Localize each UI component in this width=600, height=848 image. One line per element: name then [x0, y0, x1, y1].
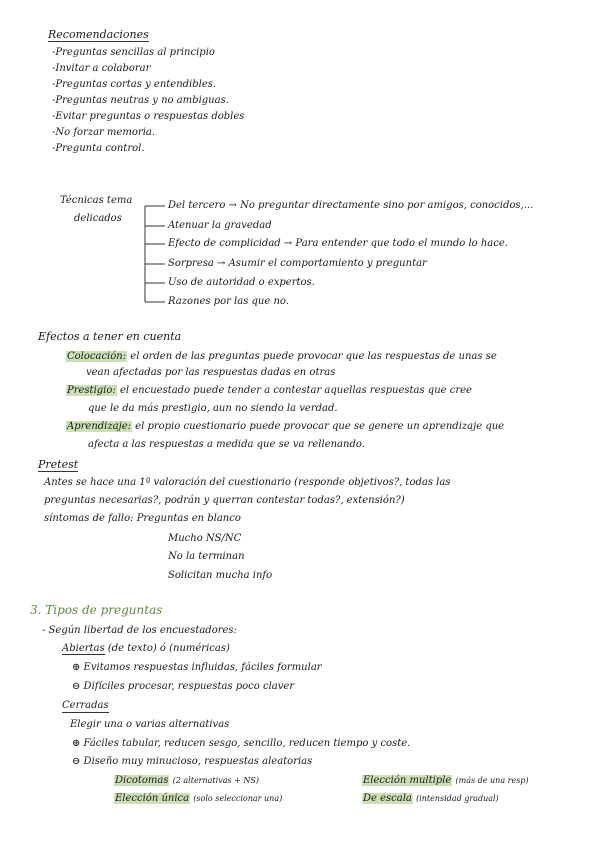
recomendacion-item: -Pregunta control. — [52, 143, 145, 154]
colocacion-text: el orden de las preguntas puede provocar que las respuestas de unas se — [130, 351, 497, 362]
aprendizaje-text: el propio cuestionario puede provocar que se genere un aprendizaje que — [135, 421, 505, 432]
eleccion-unica-line — [114, 792, 282, 805]
tecnica-item: Razones por las que no. — [168, 296, 289, 307]
abiertas-con: ⊖ Difíciles procesar, respuestas poco claver — [72, 681, 295, 692]
recomendaciones-title: Recomendaciones — [48, 28, 149, 41]
recomendacion-item: -Preguntas sencillas al principio — [52, 47, 215, 58]
sintomas-label: síntomas de fallo: — [44, 513, 134, 524]
tecnica-item: Del tercero → No preguntar directamente sino por amigos, conocidos,... — [168, 200, 534, 211]
efectos-title: Efectos a tener en cuenta — [38, 330, 182, 343]
eleccion-multiple-term: Elección multiple — [363, 775, 452, 786]
sintomas-line — [44, 512, 241, 525]
recomendacion-item: -Invitar a colaborar — [52, 63, 151, 74]
pretest-title: Pretest — [38, 458, 79, 471]
sintoma-item: Solicitan mucha info — [168, 570, 273, 581]
abiertas-line — [62, 642, 230, 655]
recomendacion-item: -Preguntas cortas y entendibles. — [52, 79, 217, 90]
sintoma-item: Preguntas en blanco — [136, 513, 241, 524]
aprendizaje-term: Aprendizaje: — [67, 421, 131, 432]
colocacion-line — [66, 350, 497, 363]
tecnica-item: Uso de autoridad o expertos. — [168, 277, 315, 288]
dicotomas-rest: (2 alternativas + NS) — [172, 776, 259, 785]
sintoma-item: Mucho NS/NC — [168, 533, 242, 544]
colocacion-text-2: vean afectadas por las respuestas dadas en otras — [86, 367, 336, 378]
tecnica-item: Efecto de complicidad → Para entender que todo el mundo lo hace. — [168, 238, 508, 249]
recomendacion-item: -Preguntas neutras y no ambiguas. — [52, 95, 229, 106]
cerradas-con: ⊖ Diseño muy minucioso, respuestas aleatorias — [72, 756, 313, 767]
cerradas-pro: ⊕ Fáciles tabular, reducen sesgo, sencillo, reducen tiempo y coste. — [72, 738, 411, 749]
colocacion-term: Colocación: — [67, 351, 127, 362]
recomendacion-item: -Evitar preguntas o respuestas dobles — [52, 111, 245, 122]
prestigio-line — [66, 384, 472, 397]
dicotomas-line — [114, 774, 259, 787]
sintoma-item: No la terminan — [168, 551, 245, 562]
abiertas-term: Abiertas — [62, 643, 105, 654]
escala-line — [362, 792, 499, 805]
eleccion-unica-term: Elección única — [115, 793, 190, 804]
escala-term: De escala — [363, 793, 412, 804]
prestigio-text: el encuestado puede tender a contestar aquellas respuestas que cree — [119, 385, 472, 396]
segun-libertad: - Según libertad de los encuestadores: — [42, 625, 237, 636]
cerradas-text: Elegir una o varias alternativas — [70, 719, 230, 730]
recomendacion-item: -No forzar memoria. — [52, 127, 156, 138]
aprendizaje-text-2: afecta a las respuestas a medida que se va rellenando. — [88, 439, 365, 450]
tipos-title: 3. Tipos de preguntas — [30, 603, 163, 617]
aprendizaje-line — [66, 420, 504, 433]
pretest-text-1: Antes se hace una 1ª valoración del cuestionario (responde objetivos?, todas las — [44, 477, 451, 488]
tecnicas-label-2: delicados — [74, 213, 122, 224]
escala-rest: (intensidad gradual) — [416, 794, 499, 803]
tecnica-item: Sorpresa → Asumir el comportamiento y preguntar — [168, 258, 427, 269]
tecnica-item: Atenuar la gravedad — [168, 220, 272, 231]
cerradas-term: Cerradas — [62, 700, 109, 711]
prestigio-text-2: que le da más prestigio, aun no siendo la verdad. — [88, 403, 338, 414]
tecnicas-label: Técnicas tema — [60, 195, 133, 206]
eleccion-multiple-line — [362, 774, 529, 787]
abiertas-pro: ⊕ Evitamos respuestas influidas, fáciles formular — [72, 662, 322, 673]
prestigio-term: Prestigio: — [67, 385, 116, 396]
dicotomas-term: Dicotomas — [115, 775, 169, 786]
eleccion-multiple-rest: (más de una resp) — [455, 776, 529, 785]
abiertas-rest: (de texto) ó (numéricas) — [107, 643, 230, 654]
pretest-text-2: preguntas necesarias?, podrán y querran contestar todas?, extensión?) — [44, 495, 405, 506]
eleccion-unica-rest: (solo seleccionar una) — [193, 794, 283, 803]
